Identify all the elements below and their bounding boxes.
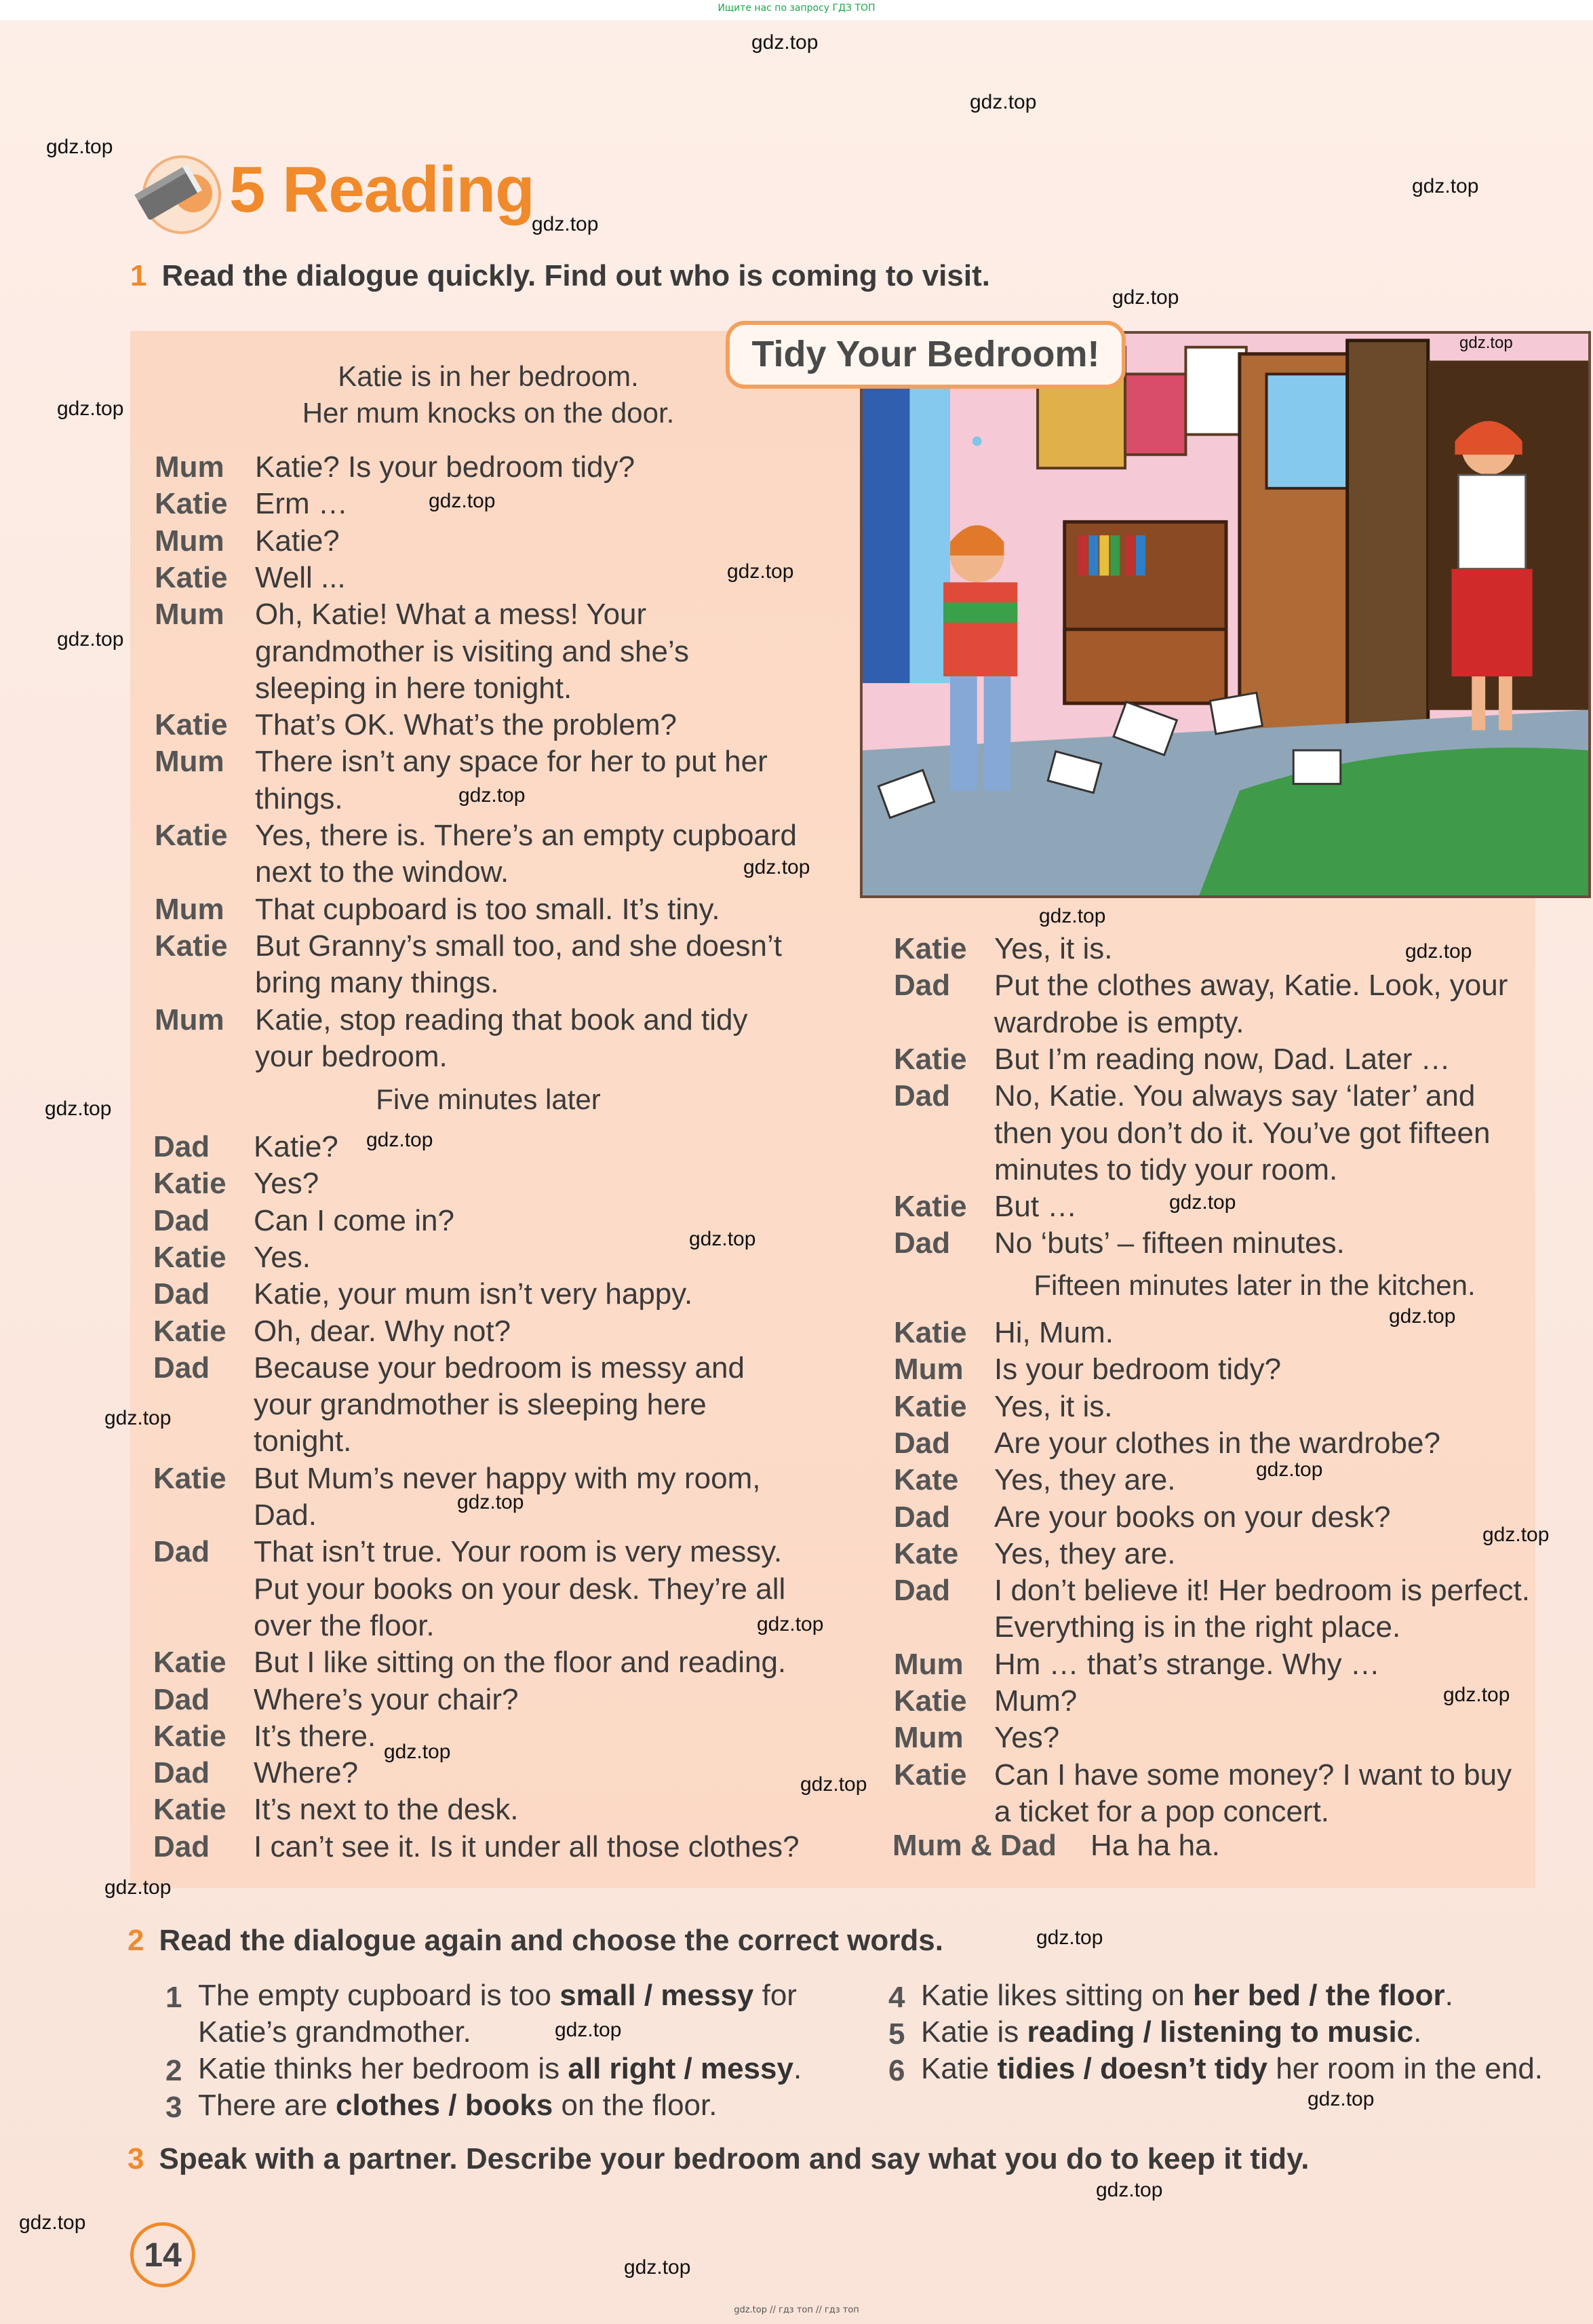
dialogue-line: It’s there. <box>254 1719 376 1753</box>
dialogue-line: But Mum’s never happy with my room, <box>254 1461 761 1495</box>
speaker-label: Mum <box>155 745 224 779</box>
watermark: gdz.top <box>1459 334 1513 352</box>
exercise-sentence <box>198 2087 717 2124</box>
watermark: gdz.top <box>19 2211 86 2234</box>
dialogue-line: That’s OK. What’s the problem? <box>255 708 677 742</box>
dialogue-line: Katie? <box>255 524 340 558</box>
dialogue-line: Oh, dear. Why not? <box>254 1314 511 1348</box>
speaker-label: Katie <box>894 1190 967 1224</box>
watermark: gdz.top <box>751 31 819 54</box>
answer-choices[interactable]: clothes / books <box>335 2089 553 2122</box>
speaker-label: Katie <box>894 1316 967 1349</box>
speaker-label: Mum <box>155 598 224 632</box>
dialogue-line: Yes? <box>254 1167 319 1201</box>
watermark: gdz.top <box>104 1876 172 1899</box>
watermark: gdz.top <box>689 1228 756 1250</box>
page-number: 14 <box>130 2222 195 2287</box>
exercise-text: for <box>753 1979 797 2012</box>
watermark: gdz.top <box>1169 1191 1236 1214</box>
exercise-text: . <box>793 2052 802 2085</box>
speaker-label: Dad <box>153 1277 210 1311</box>
speaker-label: Katie <box>155 708 228 742</box>
dialogue-line: sleeping in here tonight. <box>255 671 572 705</box>
exercise-sentence <box>921 2051 1543 2087</box>
dialogue-line: next to the window. <box>255 855 509 889</box>
dialogue-line: But I like sitting on the floor and reading. <box>254 1646 787 1680</box>
dialogue-line: But I’m reading now, Dad. Later … <box>994 1042 1451 1076</box>
speaker-label: Kate <box>894 1536 959 1570</box>
dialogue-line: Katie? Is your bedroom tidy? <box>255 450 635 484</box>
watermark: gdz.top <box>1039 905 1106 927</box>
exercise-number: 3 <box>165 2091 182 2124</box>
exercise-text: on the floor. <box>553 2089 717 2122</box>
speaker-label: Mum <box>894 1721 964 1755</box>
speaker-label: Katie <box>153 1793 227 1827</box>
watermark: gdz.top <box>532 213 599 235</box>
header-note: Ищите нас по запросу ГДЗ ТОП <box>717 3 876 14</box>
exercise-text: . <box>1444 1979 1453 2012</box>
dialogue-line: Are your books on your desk? <box>994 1500 1391 1534</box>
exercise-sentence <box>921 2014 1421 2051</box>
stage-direction: Fifteen minutes later in the kitchen. <box>1034 1269 1476 1301</box>
dialogue-line: grandmother is visiting and she’s <box>255 634 689 668</box>
watermark: gdz.top <box>555 2019 622 2041</box>
watermark: gdz.top <box>429 490 496 512</box>
exercise-sentence <box>198 2051 802 2087</box>
dialogue-line: That isn’t true. Your room is very messy. <box>254 1535 783 1569</box>
speaker-label: Dad <box>153 1203 210 1237</box>
dialogue-line: bring many things. <box>255 966 499 1000</box>
dialogue-line: Katie, stop reading that book and tidy <box>255 1003 748 1037</box>
watermark: gdz.top <box>57 628 124 651</box>
dialogue-line: Put the clothes away, Katie. Look, your <box>994 969 1508 1003</box>
watermark: gdz.top <box>384 1741 451 1763</box>
speaker-label: Mum <box>894 1353 964 1387</box>
dialogue-line: Are your clothes in the wardrobe? <box>994 1426 1440 1460</box>
dialogue-line: Yes, it is. <box>994 932 1113 965</box>
dialogue-line: Hm … that’s strange. Why … <box>994 1647 1380 1681</box>
exercise-number: 5 <box>888 2017 905 2051</box>
dialogue-line: your grandmother is sleeping here <box>254 1388 707 1422</box>
answer-choices[interactable]: all right / messy <box>568 2052 793 2085</box>
dialogue-line: Hi, Mum. <box>994 1316 1114 1349</box>
dialogue-line: But … <box>994 1190 1078 1224</box>
dialogue-title-badge: Tidy Your Bedroom! <box>726 321 1126 389</box>
dialogue-line: a ticket for a pop concert. <box>994 1794 1330 1828</box>
watermark: gdz.top <box>1405 940 1472 963</box>
dialogue-line: Yes, it is. <box>994 1389 1113 1423</box>
watermark: gdz.top <box>57 398 124 420</box>
task-2 <box>127 1924 943 1958</box>
watermark: gdz.top <box>727 560 794 583</box>
stage-direction: Five minutes later <box>376 1083 601 1115</box>
task-2-text: Read the dialogue again and choose the correct words. <box>159 1924 943 1957</box>
speaker-label: Dad <box>153 1130 210 1163</box>
watermark: gdz.top <box>458 784 526 807</box>
speaker-label: Dad <box>894 1426 951 1460</box>
answer-choices[interactable]: reading / listening to music <box>1027 2015 1414 2049</box>
exercise-sentence <box>198 1977 797 2014</box>
section-title: 5 Reading <box>229 153 534 226</box>
dialogue-line: Yes. <box>254 1240 311 1274</box>
speaker-label: Katie <box>894 932 967 965</box>
watermark: gdz.top <box>1307 2088 1375 2110</box>
bedroom-illustration <box>860 331 1591 898</box>
task-3-number: 3 <box>127 2142 144 2175</box>
speaker-label: Dad <box>894 1226 951 1260</box>
watermark: gdz.top <box>1096 2179 1163 2201</box>
task-2-number: 2 <box>127 1924 144 1957</box>
speaker-label: Dad <box>153 1829 210 1863</box>
dialogue-line: your bedroom. <box>255 1039 448 1073</box>
dialogue-line: then you don’t do it. You’ve got fifteen <box>994 1116 1491 1150</box>
dialogue-line: Oh, Katie! What a mess! Your <box>255 598 647 632</box>
speaker-label: Mum <box>155 892 224 926</box>
watermark: gdz.top <box>1389 1305 1456 1328</box>
speaker-label: Katie <box>155 487 228 521</box>
stage-direction: Her mum knocks on the door. <box>302 397 675 429</box>
speaker-label: Katie <box>153 1167 227 1201</box>
watermark: gdz.top <box>743 856 810 878</box>
dialogue-line: Can I have some money? I want to buy <box>994 1758 1512 1792</box>
dialogue-line: Can I come in? <box>254 1203 454 1237</box>
speaker-label: Katie <box>894 1042 967 1076</box>
watermark: gdz.top <box>970 91 1037 113</box>
dialogue-line: Mum? <box>994 1684 1078 1718</box>
speaker-label: Mum <box>155 524 224 558</box>
speaker-label: Mum <box>894 1647 964 1681</box>
dialogue-line: But Granny’s small too, and she doesn’t <box>255 929 782 963</box>
exercise-text: Katie’s grandmother. <box>198 2015 471 2049</box>
dialogue-line: Yes? <box>994 1721 1060 1755</box>
task-1-number: 1 <box>130 259 147 292</box>
exercise-text: her room in the end. <box>1267 2052 1543 2085</box>
dialogue-line: Well ... <box>255 560 346 594</box>
dialogue-line: Katie, your mum isn’t very happy. <box>254 1277 693 1311</box>
stage-direction: Katie is in her bedroom. <box>338 360 639 392</box>
answer-choices[interactable]: small / messy <box>559 1979 754 2012</box>
dialogue-line: Put your books on your desk. They’re all <box>254 1572 786 1606</box>
dialogue-line: Katie? <box>254 1130 338 1163</box>
speaker-label: Katie <box>153 1314 227 1348</box>
task-1 <box>130 259 990 293</box>
book-icon <box>129 146 224 241</box>
watermark: gdz.top <box>46 136 113 158</box>
dialogue-line: It’s next to the desk. <box>254 1793 519 1827</box>
dialogue-line: I don’t believe it! Her bedroom is perfect. <box>994 1574 1530 1608</box>
speaker-label: Dad <box>153 1682 210 1716</box>
dialogue-line: I can’t see it. Is it under all those clothes? <box>254 1829 800 1863</box>
exercise-number: 1 <box>165 1981 182 2014</box>
speaker-label: Katie <box>155 560 228 594</box>
watermark: gdz.top <box>800 1773 867 1796</box>
dialogue-line: Yes, they are. <box>994 1463 1176 1497</box>
speaker-label: Dad <box>894 1079 951 1113</box>
dialogue-line: wardrobe is empty. <box>994 1005 1244 1039</box>
exercise-text: The empty cupboard is too <box>198 1979 560 2012</box>
dialogue-line: Erm … <box>255 487 348 521</box>
watermark: gdz.top <box>1443 1684 1510 1706</box>
speaker-label: Katie <box>153 1646 227 1680</box>
dialogue-line: things. <box>255 781 343 815</box>
speaker-label: Dad <box>153 1756 210 1790</box>
watermark: gdz.top <box>757 1613 824 1635</box>
exercise-text: Katie <box>921 2052 998 2085</box>
speaker-label: Katie <box>894 1389 967 1423</box>
speaker-label: Katie <box>155 819 228 852</box>
speaker-label: Mum <box>155 1003 224 1037</box>
dialogue-line: tonight. <box>254 1425 352 1458</box>
watermark: gdz.top <box>624 2256 691 2279</box>
exercise-sentence <box>921 1977 1453 2014</box>
speaker-label: Dad <box>894 1500 951 1534</box>
dialogue-line: Because your bedroom is messy and <box>254 1351 745 1384</box>
dialogue-line: Where’s your chair? <box>254 1682 519 1716</box>
exercise-text: Katie thinks her bedroom is <box>198 2052 568 2085</box>
task-1-text: Read the dialogue quickly. Find out who is coming to visit. <box>161 259 990 292</box>
watermark: gdz.top <box>45 1098 112 1120</box>
dialogue-line: There isn’t any space for her to put her <box>255 745 768 779</box>
speaker-label: Mum & Dad <box>892 1829 1057 1862</box>
watermark: gdz.top <box>1256 1458 1323 1481</box>
watermark: gdz.top <box>1036 1926 1103 1949</box>
speaker-label: Dad <box>153 1535 210 1569</box>
speaker-label: Dad <box>894 969 951 1003</box>
watermark: gdz.top <box>457 1491 524 1513</box>
dialogue-line: Ha ha ha. <box>1090 1829 1220 1862</box>
answer-choices[interactable]: tidies / doesn’t tidy <box>997 2052 1268 2085</box>
exercise-number: 2 <box>165 2054 182 2087</box>
dialogue-line: minutes to tidy your room. <box>994 1153 1338 1186</box>
exercise-number: 6 <box>888 2054 905 2087</box>
speaker-label: Katie <box>894 1758 967 1792</box>
speaker-label: Katie <box>153 1461 227 1495</box>
dialogue-line: No, Katie. You always say ‘later’ and <box>994 1079 1476 1113</box>
exercise-text: Katie likes sitting on <box>921 1979 1194 2012</box>
speaker-label: Kate <box>894 1463 959 1497</box>
dialogue-line: Is your bedroom tidy? <box>994 1353 1282 1387</box>
speaker-label: Katie <box>894 1684 967 1718</box>
exercise-text: There are <box>198 2089 336 2122</box>
dialogue-line: Where? <box>254 1756 359 1790</box>
dialogue-line: Yes, they are. <box>994 1536 1176 1570</box>
watermark: gdz.top <box>1482 1524 1550 1546</box>
dialogue-line: No ‘buts’ – fifteen minutes. <box>994 1226 1345 1260</box>
speaker-label: Dad <box>894 1574 951 1608</box>
speaker-label: Mum <box>155 450 224 484</box>
exercise-text: . <box>1413 2015 1422 2049</box>
speaker-label: Katie <box>153 1719 227 1753</box>
answer-choices[interactable]: her bed / the floor <box>1193 1979 1445 2012</box>
task-3-text: Speak with a partner. Describe your bedroom and say what you do to keep it tidy. <box>159 2142 1310 2175</box>
dialogue-line: Dad. <box>254 1498 317 1532</box>
speaker-label: Katie <box>153 1240 227 1274</box>
task-3 <box>127 2142 1310 2176</box>
speaker-label: Katie <box>155 929 228 963</box>
exercise-text: Katie is <box>921 2015 1027 2049</box>
exercise-number: 4 <box>888 1981 905 2014</box>
watermark: gdz.top <box>1112 286 1179 309</box>
watermark: gdz.top <box>104 1407 172 1429</box>
watermark: gdz.top <box>366 1129 433 1151</box>
dialogue-line: over the floor. <box>254 1608 435 1642</box>
dialogue-line: Everything is in the right place. <box>994 1610 1401 1644</box>
dialogue-line: That cupboard is too small. It’s tiny. <box>255 892 720 926</box>
speaker-label: Dad <box>153 1351 210 1384</box>
footer-note: gdz.top // гдз топ // гдз топ <box>734 2305 859 2315</box>
watermark: gdz.top <box>1412 175 1479 197</box>
dialogue-line: Yes, there is. There’s an empty cupboard <box>255 819 798 852</box>
